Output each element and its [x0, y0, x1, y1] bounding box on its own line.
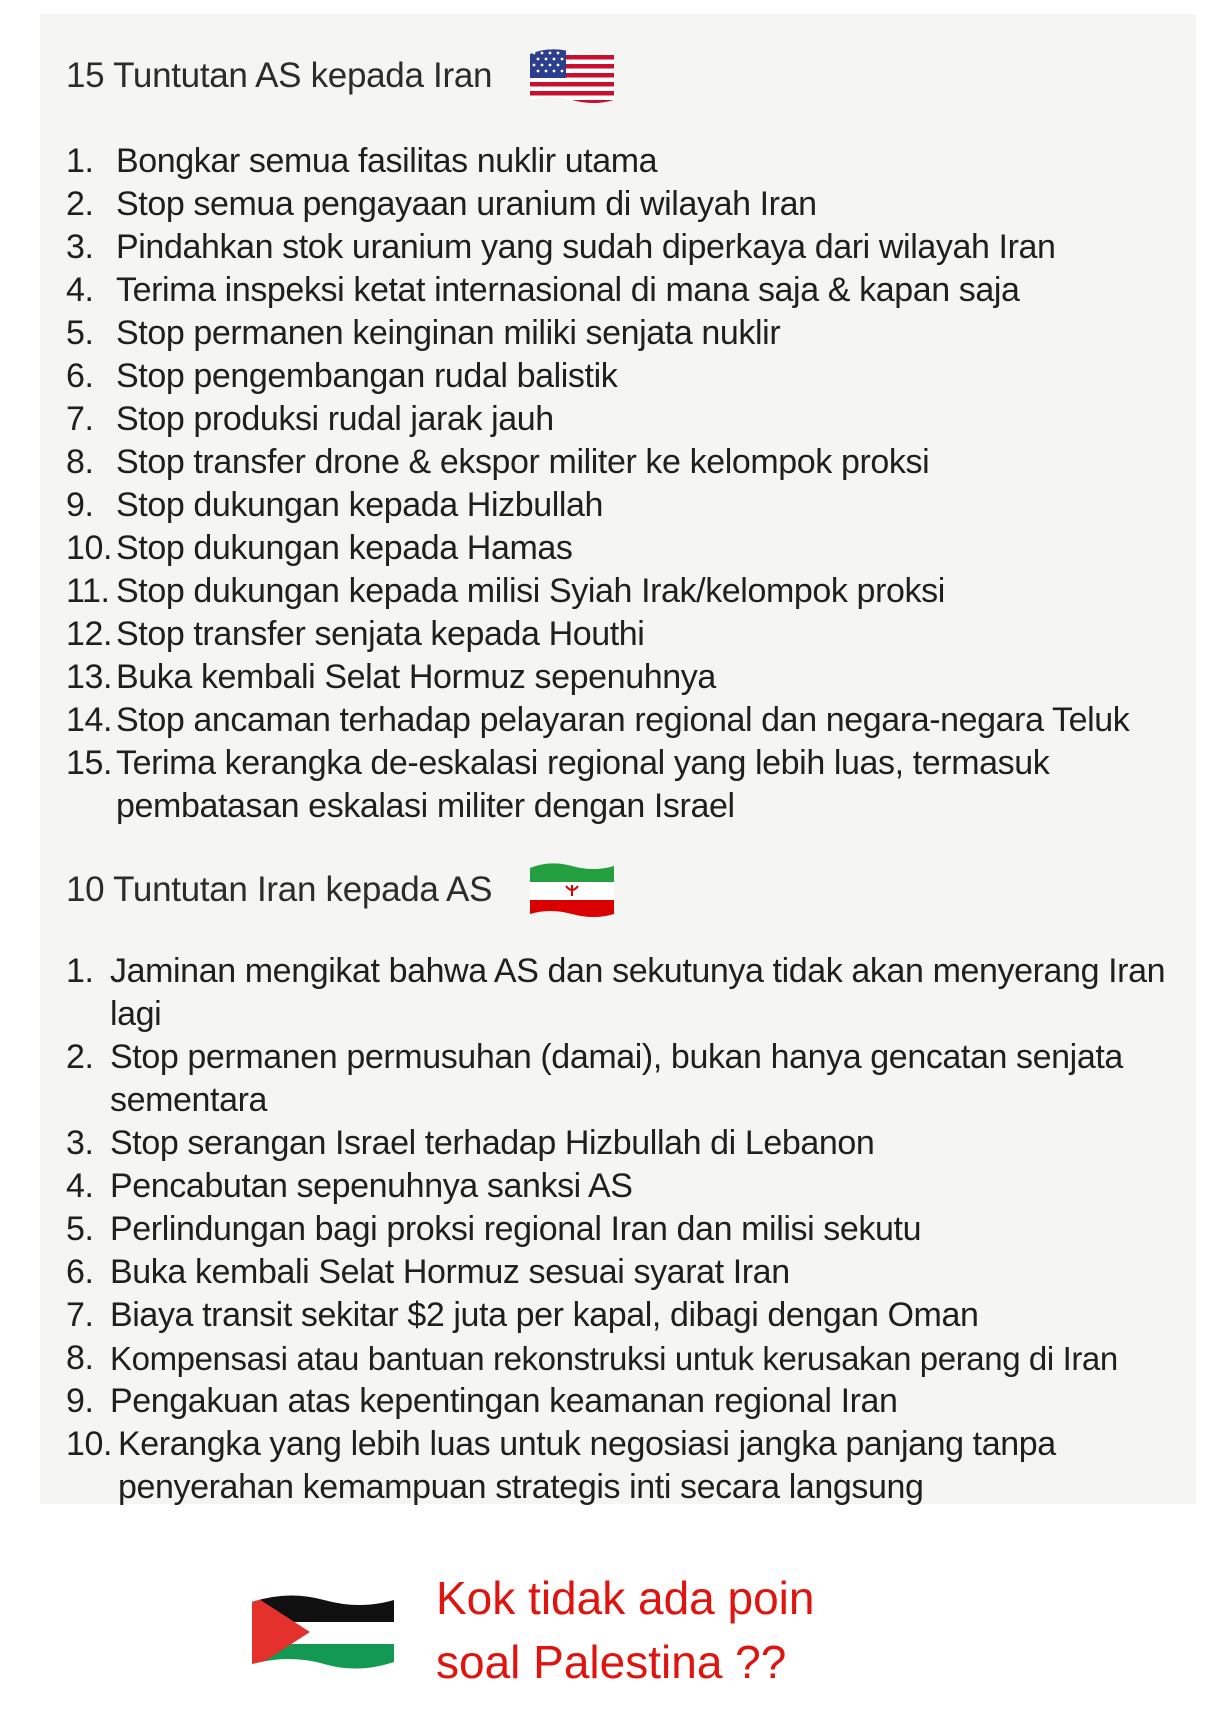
us-flag-icon	[526, 46, 618, 106]
list-item: 9. Stop dukungan kepada Hizbullah	[66, 486, 604, 524]
notice-line-2: soal Palestina ??	[436, 1636, 787, 1688]
us-section-heading	[66, 46, 618, 106]
list-item: 1. Bongkar semua fasilitas nuklir utama	[66, 142, 658, 180]
list-item: 10. Stop dukungan kepada Hamas	[66, 529, 573, 567]
list-item: 5. Perlindungan bagi proksi regional Iran dan milisi sekutu	[66, 1210, 922, 1248]
notice-line-1: Kok tidak ada poin	[436, 1572, 815, 1624]
iran-flag-icon	[526, 860, 618, 920]
list-item: 8. Stop transfer drone & ekspor militer ke kelompok proksi	[66, 443, 930, 481]
list-item: 6. Stop pengembangan rudal balistik	[66, 357, 618, 395]
list-item: 14. Stop ancaman terhadap pelayaran regional dan negara-negara Teluk	[66, 701, 1130, 739]
list-item: 4. Terima inspeksi ketat internasional di mana saja & kapan saja	[66, 271, 1020, 309]
palestine-flag-icon	[248, 1592, 398, 1672]
list-item: 8. Kompensasi atau bantuan rekonstruksi untuk kerusakan perang di Iran	[66, 1339, 1118, 1377]
list-item: 2. Stop semua pengayaan uranium di wilayah Iran	[66, 185, 817, 223]
list-item: 15. Terima kerangka de-eskalasi regional yang lebih luas, termasuk pembatasan eskalasi militer dengan Israel	[66, 744, 1050, 825]
list-item: 1. Jaminan mengikat bahwa AS dan sekutunya tidak akan menyerang Iran lagi	[66, 952, 1166, 1033]
list-item: 3. Stop serangan Israel terhadap Hizbullah di Lebanon	[66, 1124, 875, 1162]
list-item: 13. Buka kembali Selat Hormuz sepenuhnya	[66, 658, 716, 696]
list-item: 5. Stop permanen keinginan miliki senjata nuklir	[66, 314, 781, 352]
palestine-question-text	[436, 1566, 815, 1694]
list-item: 12. Stop transfer senjata kepada Houthi	[66, 615, 645, 653]
iran-section-heading	[66, 860, 618, 920]
list-item: 3. Pindahkan stok uranium yang sudah diperkaya dari wilayah Iran	[66, 228, 1056, 266]
list-item: 9. Pengakuan atas kepentingan keamanan regional Iran	[66, 1382, 898, 1420]
list-item: 10. Kerangka yang lebih luas untuk negosiasi jangka panjang tanpa penyerahan kemampuan strategis inti secara langsung	[66, 1425, 1056, 1506]
us-heading-text: 15 Tuntutan AS kepada Iran	[66, 56, 493, 95]
list-item: 7. Biaya transit sekitar $2 juta per kapal, dibagi dengan Oman	[66, 1296, 979, 1334]
list-item: 6. Buka kembali Selat Hormuz sesuai syarat Iran	[66, 1253, 790, 1291]
list-item: 7. Stop produksi rudal jarak jauh	[66, 400, 554, 438]
list-item: 2. Stop permanen permusuhan (damai), bukan hanya gencatan senjata sementara	[66, 1038, 1123, 1119]
list-item: 4. Pencabutan sepenuhnya sanksi AS	[66, 1167, 633, 1205]
list-item: 11. Stop dukungan kepada milisi Syiah Irak/kelompok proksi	[66, 572, 945, 610]
us-demands-list	[66, 140, 1206, 828]
iran-heading-text: 10 Tuntutan Iran kepada AS	[66, 870, 493, 909]
iran-demands-list	[66, 950, 1206, 1509]
